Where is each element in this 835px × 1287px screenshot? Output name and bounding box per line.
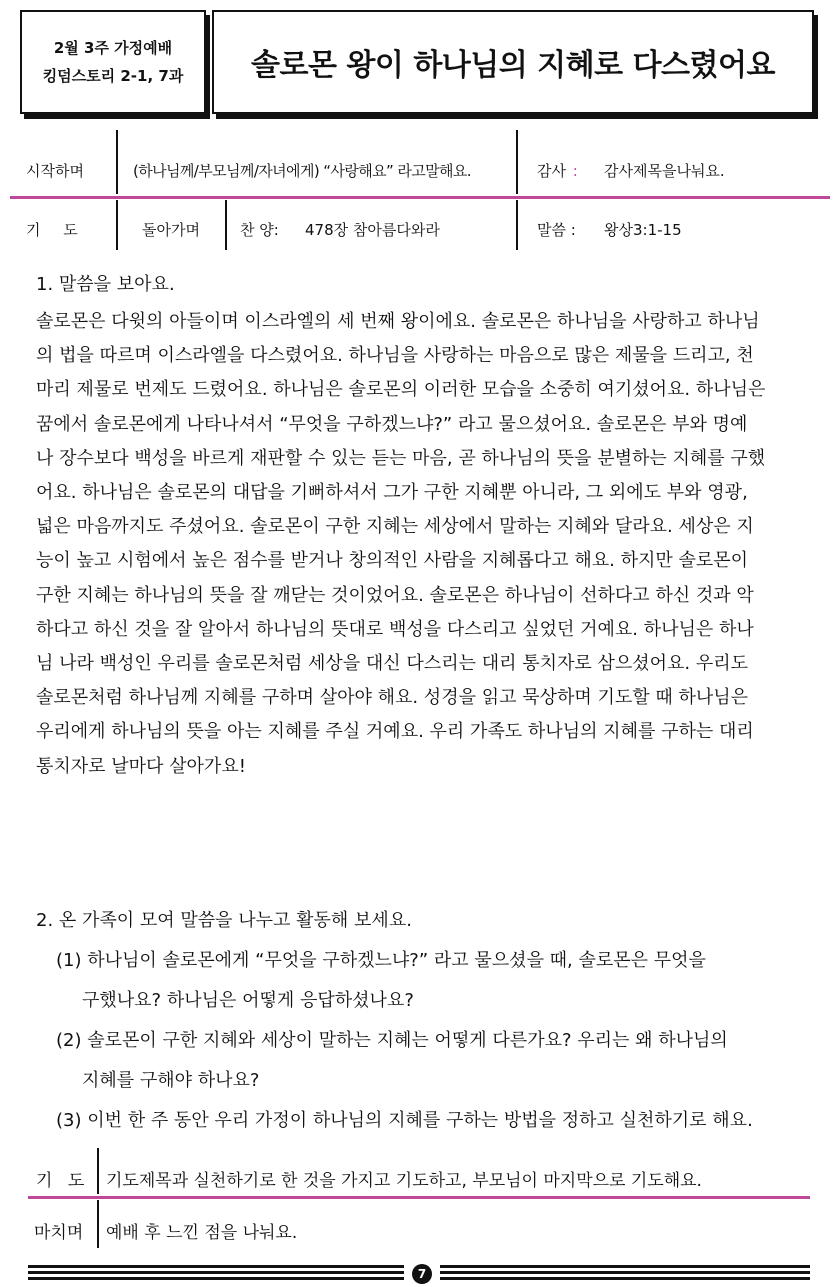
start-text: (하나님께/부모님께/자녀에게) “사랑해요” 라고말해요.	[133, 162, 471, 180]
body-line: 넓은 마음까지도 주셨어요. 솔로몬이 구한 지혜는 세상에서 말하는 지혜와 달라요. 세상은 지	[36, 516, 754, 538]
thanks-text: 감사제목을나눠요.	[604, 162, 725, 180]
body-line: 하다고 하신 것을 잘 알아서 하나님의 뜻대로 백성을 다스리고 싶었던 거예요. 하나님은 하나	[36, 618, 754, 640]
divider	[116, 200, 118, 250]
hymn-text: 478장 참아름다와라	[305, 221, 440, 239]
accent-divider	[10, 196, 830, 199]
divider	[97, 1148, 99, 1194]
thanks-colon: :	[572, 162, 578, 180]
body-line: 통치자로 날마다 살아가요!	[36, 755, 246, 777]
question-3: (3) 이번 한 주 동안 우리 가정이 하나님의 지혜를 구하는 방법을 정하고 실천하기로 해요.	[56, 1110, 753, 1131]
body-line: 능이 높고 시험에서 높은 점수를 받거나 창의적인 사람을 지혜롭다고 해요. 하지만 솔로몬이	[36, 550, 749, 572]
divider	[116, 130, 118, 194]
divider	[516, 200, 518, 250]
closing-end-label: 마치며	[34, 1223, 84, 1243]
closing-prayer-label: 기 도	[36, 1171, 85, 1191]
title-box	[212, 10, 814, 114]
body-line: 솔로몬은 다윗의 아들이며 이스라엘의 세 번째 왕이에요. 솔로몬은 하나님을 사랑하고 하나님	[36, 311, 760, 332]
divider	[97, 1200, 99, 1248]
body-line: 어요. 하나님은 솔로몬의 대답을 기뻐하셔서 그가 구한 지혜뿐 아니라, 그 외에도 부와 영광,	[36, 482, 748, 504]
prayer-text: 돌아가며	[142, 221, 200, 239]
accent-divider	[28, 1196, 810, 1199]
closing-end-text: 예배 후 느낀 점을 나눠요.	[106, 1223, 298, 1243]
question-1: (1) 하나님이 솔로몬에게 “무엇을 구하겠느냐?” 라고 물으셨을 때, 솔로몬은 무엇을	[56, 950, 706, 971]
week-label: 2월 3주 가정예배	[53, 39, 173, 57]
question-2: (2) 솔로몬이 구한 지혜와 세상이 말하는 지혜는 어떻게 다른가요? 우리는 왜 하나님의	[56, 1030, 728, 1051]
thanks-label: 감사 :	[537, 162, 578, 180]
body-line: 님 나라 백성인 우리를 솔로몬처럼 세상을 대신 다스리는 대리 통치자로 삼으셨어요. 우리도	[36, 653, 749, 675]
body-line: 마리 제물로 번제도 드렸어요. 하나님은 솔로몬의 이러한 모습을 소중히 여기셨어요. 하나님은	[36, 379, 766, 401]
prayer-label: 기 도	[26, 221, 78, 239]
body-line: 우리에게 하나님의 뜻을 아는 지혜를 주실 거예요. 우리 가족도 하나님의 지혜를 구하는 대리	[36, 721, 754, 743]
divider	[225, 200, 227, 250]
word-text: 왕상3:1-15	[604, 221, 682, 239]
question-2-cont: 지혜를 구해야 하나요?	[82, 1070, 260, 1091]
divider	[516, 130, 518, 194]
start-label: 시작하며	[26, 162, 84, 180]
word-label: 말씀 :	[537, 221, 576, 239]
hymn-label: 찬 양:	[240, 221, 279, 239]
body-line: 꿈에서 솔로몬에게 나타나셔서 “무엇을 구하겠느냐?” 라고 물으셨어요. 솔로몬은 부와 명예	[36, 413, 748, 435]
body-line: 솔로몬처럼 하나님께 지혜를 구하며 살아야 해요. 성경을 읽고 묵상하며 기도할 때 하나님은	[36, 687, 749, 709]
body-line: 의 법을 따르며 이스라엘을 다스렸어요. 하나님을 사랑하는 마음으로 많은 제물을 드리고, 천	[36, 345, 754, 367]
closing-prayer-text: 기도제목과 실천하기로 한 것을 가지고 기도하고, 부모님이 마지막으로 기도해요.	[106, 1171, 702, 1191]
page-title: 솔로몬 왕이 하나님의 지혜로 다스렸어요	[251, 48, 775, 83]
body-line: 나 장수보다 백성을 바르게 재판할 수 있는 듣는 마음, 곧 하나님의 뜻을 분별하는 지혜를 구했	[36, 447, 766, 469]
lesson-label: 킹덤스토리 2-1, 7과	[42, 67, 184, 85]
week-info-box	[20, 10, 206, 114]
question-1-cont: 구했나요? 하나님은 어떻게 응답하셨나요?	[82, 990, 414, 1011]
section1-body	[36, 305, 806, 784]
section2-title: 2. 온 가족이 모여 말씀을 나누고 활동해 보세요.	[36, 910, 412, 931]
page-number: 7	[412, 1264, 432, 1284]
body-line: 구한 지혜는 하나님의 뜻을 잘 깨닫는 것이었어요. 솔로몬은 하나님이 선하다고 하신 것과 악	[36, 584, 754, 606]
section1-title: 1. 말씀을 보아요.	[36, 274, 175, 295]
